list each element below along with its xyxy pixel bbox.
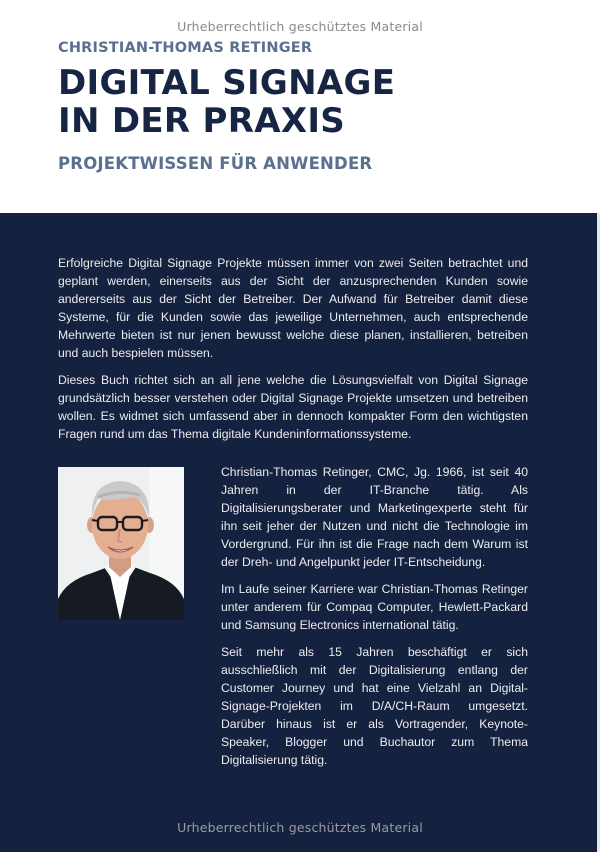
cover-header (58, 40, 578, 173)
author-photo (58, 467, 184, 620)
book-subtitle: PROJEKTWISSEN FÜR ANWENDER (58, 154, 373, 173)
author-biography (221, 463, 528, 778)
author-name: CHRISTIAN-THOMAS RETINGER (58, 40, 313, 56)
copyright-watermark-top: Urheberrechtlich geschütztes Material (177, 19, 423, 34)
biography-paragraph-3: Seit mehr als 15 Jahren beschäftigt er sich ausschließlich mit der Digitalisierung entlang der Customer Journey und hat eine Vielzahl an Digital-Signage-Projekten im D/A/CH-Raum umgesetzt. Darüber hinaus ist er als Vortragender, Keynote-Speaker, Blogger und Buchautor zum Thema Digitalisierung tätig. (221, 645, 528, 767)
description-paragraph-1: Erfolgreiche Digital Signage Projekte müssen immer von zwei Seiten betrachtet und geplant werden, einerseits aus der Sicht der anzusprechenden Kunden sowie andererseits aus der Sicht der Betreiber. Der Aufwand für Betreiber damit diese Systeme, für die Kunden sowie das jeweilige Unternehmen, auch entsprechende Mehrwerte bieten ist nur jenen bewusst welche diese planen, installieren, betreiben und auch bespielen müssen. (58, 256, 528, 360)
book-description (58, 254, 528, 452)
copyright-watermark-bottom: Urheberrechtlich geschütztes Material (177, 820, 423, 835)
book-title (58, 64, 578, 140)
book-title-line-2: IN DER PRAXIS (58, 101, 346, 141)
description-paragraph-2: Dieses Buch richtet sich an all jene welche die Lösungsvielfalt von Digital Signage grundsätzlich besser verstehen oder Digital Signage Projekte umsetzen und betreiben wollen. Es widmet sich umfassend aber in dennoch kompakter Form den wichtigsten Fragen rund um das Thema digitale Kundeninformationssysteme. (58, 373, 528, 441)
biography-paragraph-1: Christian-Thomas Retinger, CMC, Jg. 1966, ist seit 40 Jahren in der IT-Branche tätig. Als Digitalisierungsberater und Marketingexperte steht für ihn seit jeher der Nutzen und nicht die Technologie im Vordergrund. Für ihn ist die Frage nach dem Warum ist der Dreh- und Angelpunkt jeder IT-Entscheidung. (221, 465, 528, 569)
biography-paragraph-2: Im Laufe seiner Karriere war Christian-Thomas Retinger unter anderem für Compaq Computer, Hewlett-Packard und Samsung Electronics international tätig. (221, 582, 528, 632)
author-portrait-image (58, 467, 184, 620)
book-title-line-1: DIGITAL SIGNAGE (58, 63, 396, 103)
